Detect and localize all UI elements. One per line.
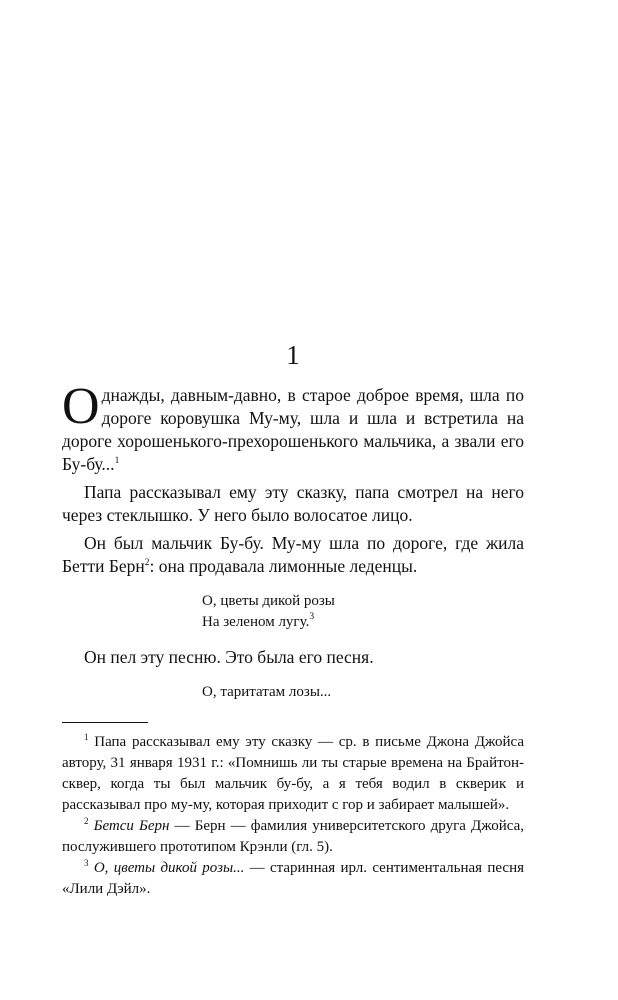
verse-2-line-1: О, таритатам лозы... xyxy=(202,684,332,700)
footnote-3-term: О, цветы дикой розы... xyxy=(93,860,245,876)
footnote-separator xyxy=(62,722,148,723)
verse-1-line-2-text: На зеленом лугу. xyxy=(202,614,310,630)
footnote-2 xyxy=(62,816,524,858)
paragraph-3-text-a: Он был мальчик Бу-бу. Му-му шла по дороге, где жила Бетти Берн xyxy=(62,533,524,576)
footnote-1-number: 1 xyxy=(84,732,89,742)
footnote-2-term: Бетси Берн xyxy=(93,818,170,834)
book-page xyxy=(62,0,524,1000)
footnote-2-number: 2 xyxy=(84,816,89,826)
chapter-number: 1 xyxy=(286,340,300,370)
footnote-ref-3[interactable]: 3 xyxy=(309,612,315,622)
verse-1-line-1: О, цветы дикой розы xyxy=(202,593,335,609)
verse-2 xyxy=(202,682,524,703)
footnote-3-number: 3 xyxy=(84,858,89,868)
footnote-3 xyxy=(62,858,524,900)
paragraph-opening xyxy=(62,378,524,476)
footnote-ref-2[interactable]: 2 xyxy=(144,558,150,568)
paragraph-opening-text: Однажды, давным-давно, в старое доброе время, шла по дороге коровушка Му-му, шла и шла и встретила на дороге хорошенького-прехорошенького мальчика, а звали его Бу-бу... xyxy=(62,378,524,474)
chapter-body xyxy=(62,378,524,716)
footnote-3-text: — старинная ирл. сентиментальная песня «Лили Дэйл». xyxy=(62,860,525,897)
paragraph-4: Он пел эту песню. Это была его песня. xyxy=(84,647,374,667)
paragraph-2: Папа рассказывал ему эту сказку, папа смотрел на него через стеклышко. У него было волосатое лицо. xyxy=(62,482,524,525)
footnote-ref-1[interactable]: 1 xyxy=(114,456,120,466)
footnote-2-text: — Берн — фамилия университетского друга Джойса, послужившего прототипом Крэнли (гл. 5). xyxy=(62,818,525,855)
footnote-1-text: Папа рассказывал ему эту сказку — ср. в письме Джона Джойса автору, 31 января 1931 г.: «Помнишь ли ты старые времена на Брайтон-сквер, когда ты был мальчик бу-бу, а я тебя водил в скверик и рассказывал про му-му, которая приходит с гор и забирает малышей». xyxy=(62,734,524,813)
verse-1 xyxy=(202,591,524,633)
paragraph-3 xyxy=(62,532,524,578)
footnote-1 xyxy=(62,732,524,816)
paragraph-3-text-b: : она продавала лимонные леденцы. xyxy=(149,556,418,576)
verse-1-line-2 xyxy=(202,612,524,633)
footnotes xyxy=(62,732,524,900)
